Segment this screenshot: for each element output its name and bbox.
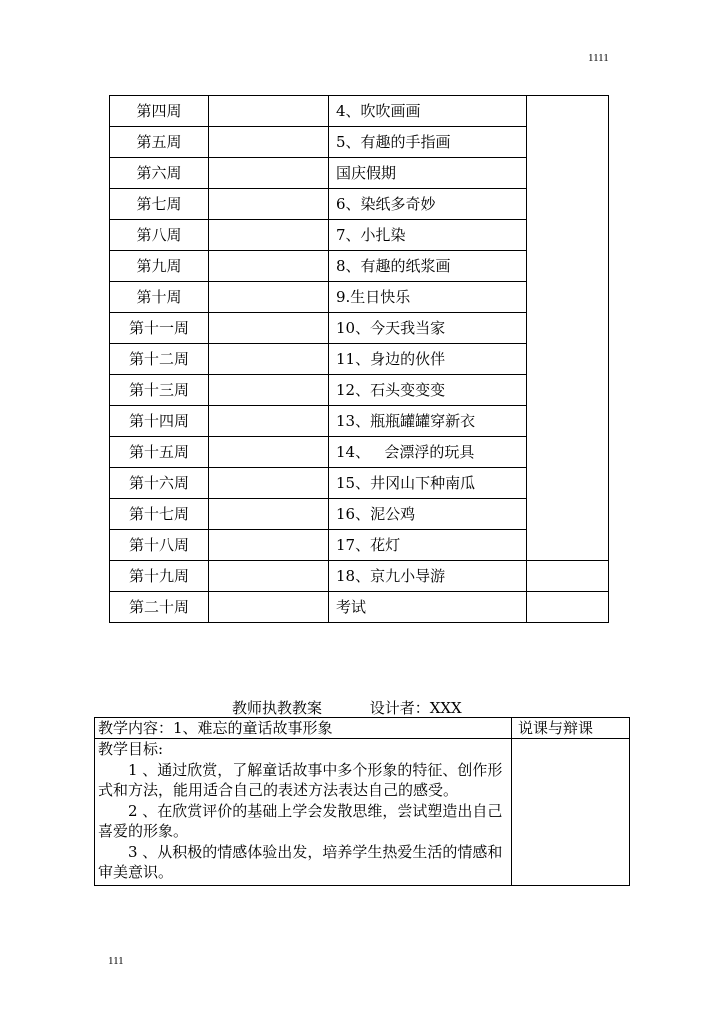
teaching-goals-cell (95, 739, 512, 886)
lesson-plan-heading (232, 697, 462, 718)
blank-cell (209, 158, 329, 189)
lesson-plan-title: 教师执教教案 (232, 699, 323, 717)
week-cell: 第二十周 (110, 592, 209, 623)
notes-cell (527, 592, 609, 623)
notes-cell (527, 561, 609, 592)
table-row (110, 96, 609, 127)
topic-cell: 11、身边的伙伴 (329, 344, 527, 375)
designer-label: 设计者：XXX (369, 699, 462, 717)
blank-cell (209, 468, 329, 499)
blank-cell (209, 530, 329, 561)
table-row (95, 739, 630, 886)
week-cell: 第四周 (110, 96, 209, 127)
lesson-content-cell: 教学内容：1、难忘的童话故事形象 (95, 718, 512, 739)
blank-cell (209, 344, 329, 375)
week-cell: 第十八周 (110, 530, 209, 561)
topic-cell: 4、吹吹画画 (329, 96, 527, 127)
topic-cell: 16、泥公鸡 (329, 499, 527, 530)
topic-cell: 7、小扎染 (329, 220, 527, 251)
goals-title: 教学目标: (98, 740, 164, 758)
blank-cell (209, 437, 329, 468)
table-row (110, 592, 609, 623)
blank-cell (209, 499, 329, 530)
goal-item: 1 、通过欣赏，了解童话故事中多个形象的特征、创作形式和方法，能用适合自己的表述方法表达自己的感受。 (98, 760, 503, 799)
week-cell: 第十九周 (110, 561, 209, 592)
topic-cell: 10、今天我当家 (329, 313, 527, 344)
lesson-plan-table (94, 717, 630, 886)
topic-cell: 15、井冈山下种南瓜 (329, 468, 527, 499)
weekly-schedule-table (109, 95, 609, 623)
week-cell: 第五周 (110, 127, 209, 158)
topic-cell: 5、有趣的手指画 (329, 127, 527, 158)
goal-item: 2 、在欣赏评价的基础上学会发散思维，尝试塑造出自己喜爱的形象。 (98, 801, 503, 840)
blank-cell (209, 375, 329, 406)
blank-cell (209, 561, 329, 592)
topic-cell: 14、 会漂浮的玩具 (329, 437, 527, 468)
table-row (95, 718, 630, 739)
week-cell: 第十一周 (110, 313, 209, 344)
blank-cell (209, 313, 329, 344)
topic-cell: 13、瓶瓶罐罐穿新衣 (329, 406, 527, 437)
topic-cell: 8、有趣的纸浆画 (329, 251, 527, 282)
discussion-header-cell: 说课与辩课 (512, 718, 630, 739)
blank-cell (209, 282, 329, 313)
week-cell: 第七周 (110, 189, 209, 220)
discussion-notes-cell (512, 739, 630, 886)
topic-cell: 12、石头变变变 (329, 375, 527, 406)
week-cell: 第十四周 (110, 406, 209, 437)
topic-cell: 考试 (329, 592, 527, 623)
table-row (110, 561, 609, 592)
week-cell: 第十三周 (110, 375, 209, 406)
blank-cell (209, 96, 329, 127)
week-cell: 第十七周 (110, 499, 209, 530)
topic-cell: 9.生日快乐 (329, 282, 527, 313)
merged-notes-cell (527, 96, 609, 561)
blank-cell (209, 406, 329, 437)
goal-item: 3 、从积极的情感体验出发，培养学生热爱生活的情感和审美意识。 (98, 842, 503, 881)
page-number-top: 1111 (588, 52, 609, 64)
blank-cell (209, 220, 329, 251)
week-cell: 第十周 (110, 282, 209, 313)
week-cell: 第十二周 (110, 344, 209, 375)
blank-cell (209, 251, 329, 282)
week-cell: 第十五周 (110, 437, 209, 468)
blank-cell (209, 592, 329, 623)
blank-cell (209, 127, 329, 158)
topic-cell: 18、京九小导游 (329, 561, 527, 592)
week-cell: 第八周 (110, 220, 209, 251)
week-cell: 第六周 (110, 158, 209, 189)
topic-cell: 17、花灯 (329, 530, 527, 561)
topic-cell: 国庆假期 (329, 158, 527, 189)
page-number-bottom: 111 (108, 955, 124, 967)
blank-cell (209, 189, 329, 220)
topic-cell: 6、染纸多奇妙 (329, 189, 527, 220)
week-cell: 第九周 (110, 251, 209, 282)
week-cell: 第十六周 (110, 468, 209, 499)
